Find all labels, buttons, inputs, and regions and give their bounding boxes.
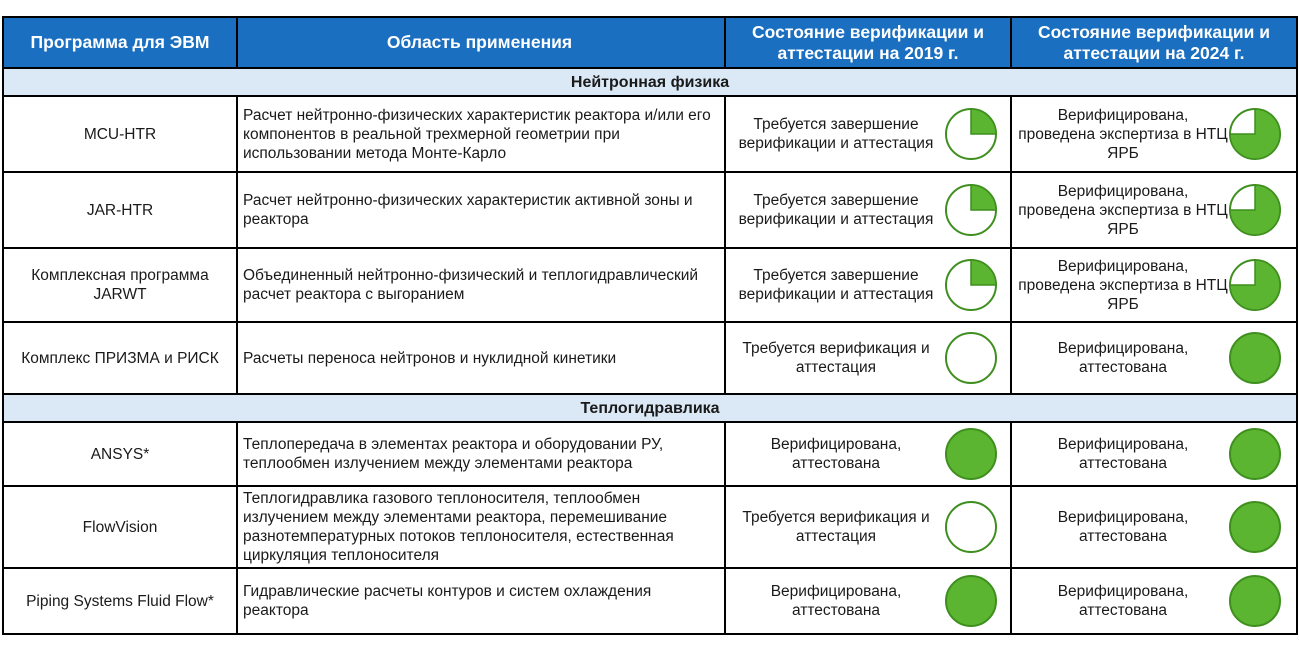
- status-2019-cell: [726, 173, 1012, 249]
- status-2019-pie-slice: [971, 109, 996, 134]
- table-row: [2, 323, 1298, 395]
- status-2019-cell: [726, 97, 1012, 173]
- section-header: Нейтронная физика: [2, 69, 1298, 97]
- program-cell: MCU-HTR: [2, 97, 238, 173]
- status-2024-pie: [1228, 258, 1282, 312]
- program-cell: JAR-HTR: [2, 173, 238, 249]
- area-cell: Объединенный нейтронно-физический и теплогидравлический расчет реактора с выгоранием: [238, 249, 726, 323]
- section-header: Теплогидравлика: [2, 395, 1298, 423]
- status-2024-pie: [1228, 331, 1282, 385]
- status-2019-text: Требуется верификация и аттестация: [742, 509, 930, 545]
- status-2024-cell: [1012, 323, 1298, 395]
- status-2019-text: Верифицирована, аттестована: [770, 583, 902, 619]
- table-header: [2, 16, 1298, 69]
- status-2024-pie-circle: [1230, 429, 1280, 479]
- table-row: [2, 423, 1298, 487]
- status-2024-text: Верифицирована, аттестована: [1057, 340, 1189, 376]
- header-status-2024: Состояние верификации и аттестации на 2024 г.: [1012, 16, 1298, 69]
- status-2019-cell: [726, 423, 1012, 487]
- status-2019-text: Требуется завершение верификации и аттестация: [738, 192, 934, 228]
- area-cell: Гидравлические расчеты контуров и систем охлаждения реактора: [238, 569, 726, 635]
- program-cell: Комплексная программа JARWT: [2, 249, 238, 323]
- status-2019-pie: [944, 500, 998, 554]
- area-cell: Расчет нейтронно-физических характеристик активной зоны и реактора: [238, 173, 726, 249]
- status-2019-pie: [944, 331, 998, 385]
- status-2024-cell: [1012, 97, 1298, 173]
- program-cell: FlowVision: [2, 487, 238, 569]
- status-2019-pie: [944, 107, 998, 161]
- program-cell: Комплекс ПРИЗМА и РИСК: [2, 323, 238, 395]
- status-2019-pie: [944, 258, 998, 312]
- status-2019-pie-circle: [946, 576, 996, 626]
- area-cell: Расчеты переноса нейтронов и нуклидной кинетики: [238, 323, 726, 395]
- status-2024-text: Верифицирована, проведена экспертиза в НТЦ ЯРБ: [1018, 257, 1228, 313]
- area-cell: Теплогидравлика газового теплоносителя, теплообмен излучением между элементами реактора, перемешивание разнотемпературных потоков теплоносителя, естественная циркуляция теплоносителя: [238, 487, 726, 569]
- status-2024-cell: [1012, 487, 1298, 569]
- area-cell: Расчет нейтронно-физических характеристик реактора и/или его компонентов в реальной трехмерной геометрии при использовании метода Монте-Карло: [238, 97, 726, 173]
- status-2024-text: Верифицирована, аттестована: [1057, 583, 1189, 619]
- status-2024-cell: [1012, 249, 1298, 323]
- status-2019-text: Требуется завершение верификации и аттестация: [738, 267, 934, 303]
- status-2024-pie: [1228, 107, 1282, 161]
- status-2024-text: Верифицирована, аттестована: [1057, 509, 1189, 545]
- status-2019-text: Требуется завершение верификации и аттестация: [738, 116, 934, 152]
- table-row: [2, 569, 1298, 635]
- table-body: [2, 69, 1298, 635]
- header-area: Область применения: [238, 16, 726, 69]
- table-row: [2, 487, 1298, 569]
- status-2019-text: Требуется верификация и аттестация: [742, 340, 930, 376]
- status-2019-pie-circle: [946, 333, 996, 383]
- status-2024-text: Верифицирована, проведена экспертиза в НТЦ ЯРБ: [1018, 106, 1228, 162]
- program-cell: Piping Systems Fluid Flow*: [2, 569, 238, 635]
- status-2019-cell: [726, 487, 1012, 569]
- status-2019-pie: [944, 183, 998, 237]
- status-2019-cell: [726, 569, 1012, 635]
- verification-table: [2, 16, 1298, 635]
- program-cell: ANSYS*: [2, 423, 238, 487]
- status-2019-pie-circle: [946, 429, 996, 479]
- header-status-2019: Состояние верификации и аттестации на 2019 г.: [726, 16, 1012, 69]
- status-2024-cell: [1012, 423, 1298, 487]
- status-2024-pie: [1228, 427, 1282, 481]
- status-2019-cell: [726, 323, 1012, 395]
- status-2024-pie-circle: [1230, 576, 1280, 626]
- status-2019-text: Верифицирована, аттестована: [770, 436, 902, 472]
- status-2024-text: Верифицирована, аттестована: [1057, 436, 1189, 472]
- status-2019-pie: [944, 427, 998, 481]
- table-row: [2, 97, 1298, 173]
- status-2019-pie-circle: [946, 502, 996, 552]
- status-2024-pie-circle: [1230, 333, 1280, 383]
- status-2024-pie: [1228, 500, 1282, 554]
- status-2019-pie: [944, 574, 998, 628]
- status-2024-pie: [1228, 574, 1282, 628]
- status-2019-pie-slice: [971, 260, 996, 285]
- status-2024-cell: [1012, 173, 1298, 249]
- table-row: [2, 249, 1298, 323]
- status-2019-pie-slice: [971, 185, 996, 210]
- status-2019-cell: [726, 249, 1012, 323]
- status-2024-pie: [1228, 183, 1282, 237]
- status-2024-pie-circle: [1230, 502, 1280, 552]
- area-cell: Теплопередача в элементах реактора и оборудовании РУ, теплообмен излучением между элементами реактора: [238, 423, 726, 487]
- table-row: [2, 173, 1298, 249]
- status-2024-text: Верифицирована, проведена экспертиза в НТЦ ЯРБ: [1018, 182, 1228, 238]
- header-program: Программа для ЭВМ: [2, 16, 238, 69]
- status-2024-cell: [1012, 569, 1298, 635]
